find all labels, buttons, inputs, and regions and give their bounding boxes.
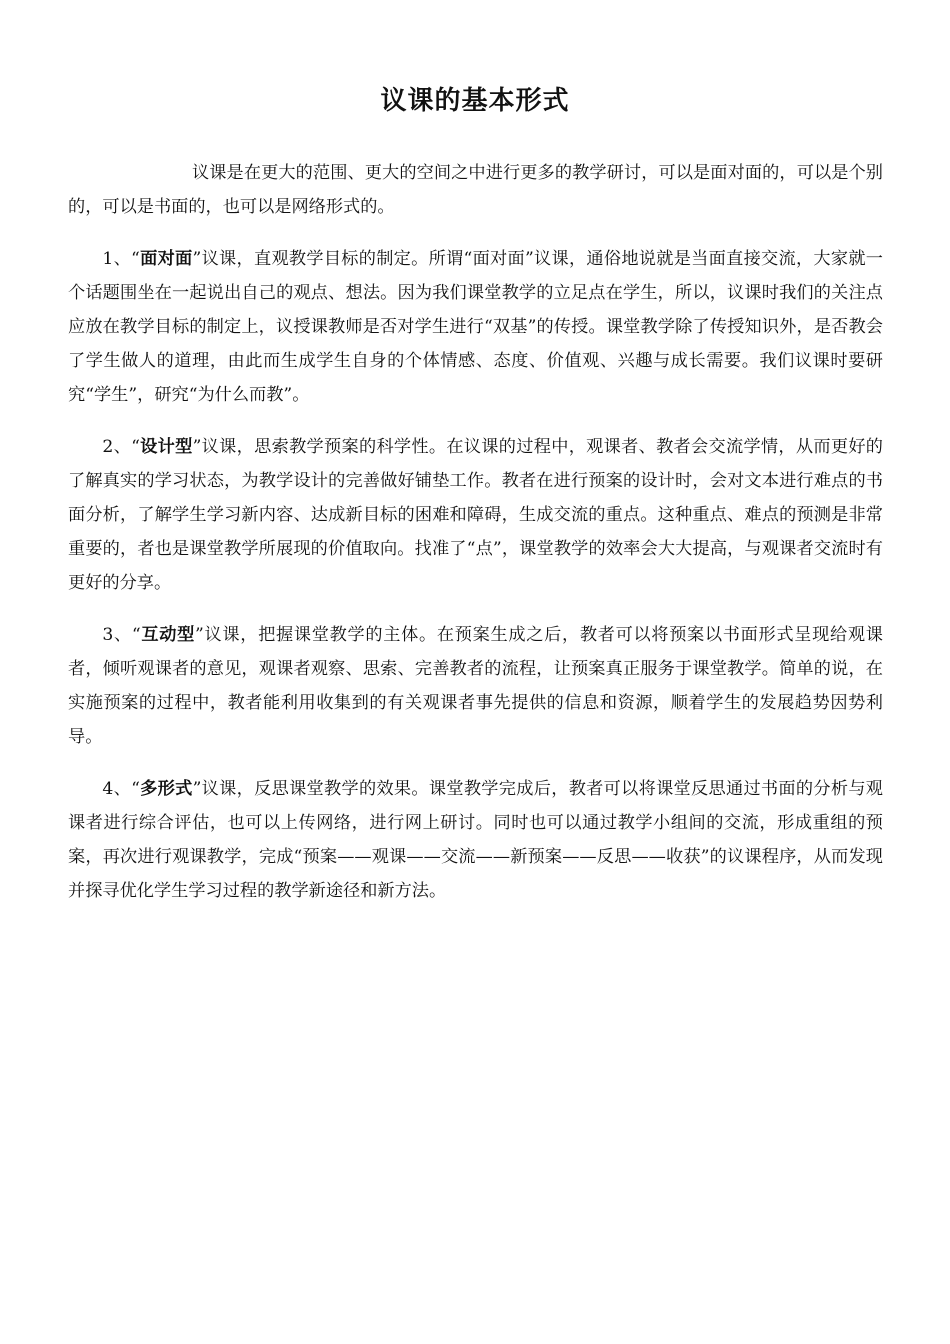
section-paragraph-1 [68, 242, 883, 412]
section-heading-face-to-face: 面对面 [139, 249, 193, 269]
section-paragraph-3 [68, 618, 883, 754]
section-text: ”议课，把握课堂教学的主体。在预案生成之后，教者可以将预案以书面形式呈现给观课者，倾听观课者的意见，观课者观察、思索、完善教者的流程，让预案真正服务于课堂教学。简单的说，在实施预案的过程中，教者能利用收集到的有关观课者事先提供的信息和资源，顺着学生的发展趋势因势利导。 [68, 625, 883, 747]
section-text: ”议课，反思课堂教学的效果。课堂教学完成后，教者可以将课堂反思通过书面的分析与观课者进行综合评估，也可以上传网络，进行网上研讨。同时也可以通过教学小组间的交流，形成重组的预案，再次进行观课教学，完成“预案——观课——交流——新预案——反思——收获”的议课程序，从而发现并探寻优化学生学习过程的教学新途径和新方法。 [68, 779, 883, 901]
section-heading-multi-form: 多形式 [139, 779, 193, 799]
section-prefix: 4、“ [102, 779, 140, 799]
section-paragraph-2 [68, 430, 883, 600]
section-text: ”议课，思索教学预案的科学性。在议课的过程中，观课者、教者会交流学情，从而更好的了解真实的学习状态，为教学设计的完善做好铺垫工作。教者在进行预案的设计时，会对文本进行难点的书面分析，了解学生学习新内容、达成新目标的困难和障碍，生成交流的重点。这种重点、难点的预测是非常重要的，者也是课堂教学所展现的价值取向。找准了“点”，课堂教学的效率会大大提高，与观课者交流时有更好的分享。 [68, 437, 883, 593]
section-paragraph-4 [68, 772, 883, 908]
section-prefix: 1、“ [102, 249, 140, 269]
section-heading-interactive: 互动型 [140, 625, 195, 645]
section-heading-design: 设计型 [139, 437, 193, 457]
section-text: ”议课，直观教学目标的制定。所谓“面对面”议课，通俗地说就是当面直接交流，大家就一个话题围坐在一起说出自己的观点、想法。因为我们课堂教学的立足点在学生，所以，议课时我们的关注点应放在教学目标的制定上，议授课教师是否对学生进行“双基”的传授。课堂教学除了传授知识外，是否教会了学生做人的道理，由此而生成学生自身的个体情感、态度、价值观、兴趣与成长需要。我们议课时要研究“学生”，研究“为什么而教”。 [68, 249, 883, 405]
section-prefix: 3、“ [102, 625, 141, 645]
page-title: 议课的基本形式 [380, 86, 570, 116]
section-prefix: 2、“ [102, 437, 140, 457]
intro-paragraph: 议课是在更大的范围、更大的空间之中进行更多的教学研讨，可以是面对面的，可以是个别的，可以是书面的，也可以是网络形式的。 [68, 163, 883, 217]
document-body [68, 156, 883, 926]
